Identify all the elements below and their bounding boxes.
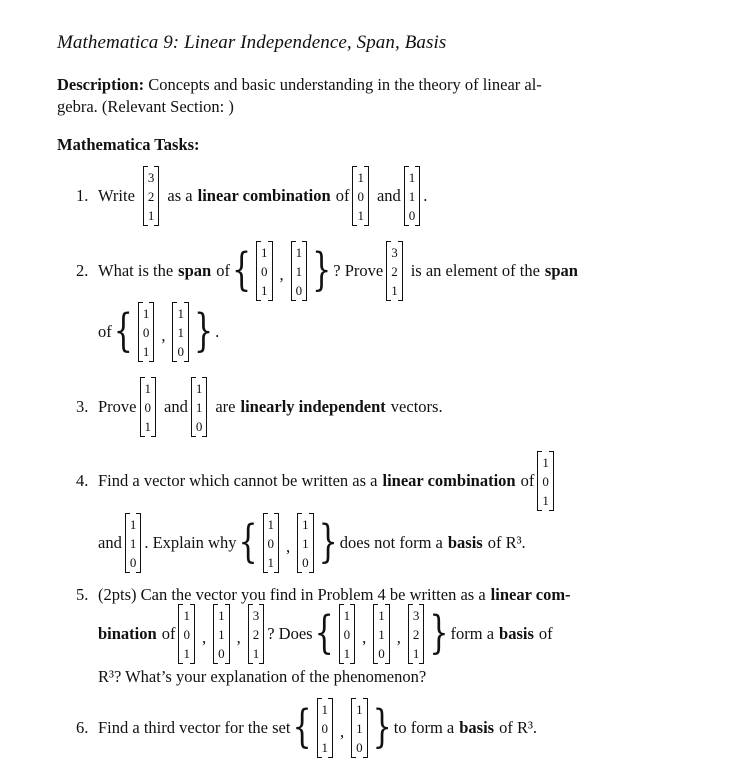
keyword-basis: basis <box>459 718 495 737</box>
description-text-1: Concepts and basic understanding in the theory of linear al- <box>144 75 542 94</box>
vector-v: 1 1 0 <box>351 698 368 758</box>
vector-v: 1 1 0 <box>213 604 230 664</box>
task-5 <box>76 585 571 605</box>
tasks-heading: Mathematica Tasks: <box>57 135 200 154</box>
task-6-text: Find a third vector for the set <box>98 718 291 737</box>
keyword-linearly-independent: linearly independent <box>240 397 386 416</box>
vector-u: 1 0 1 <box>256 241 273 301</box>
task-1 <box>76 166 427 226</box>
vector-u: 1 0 1 <box>317 698 334 758</box>
right-brace: } <box>193 305 214 358</box>
vector-v: 1 1 0 <box>125 513 142 573</box>
task-3-text: vectors. <box>390 397 443 416</box>
task-4-text: and <box>98 533 122 552</box>
vector-v: 1 1 0 <box>191 377 208 437</box>
task-5-text: (2pts) Can the vector you find in Problem 4 be written as a <box>98 585 486 604</box>
task-1-text: Write <box>98 186 135 205</box>
comma: , <box>279 265 284 284</box>
comma: , <box>362 628 367 647</box>
vector-u: 1 0 1 <box>140 377 157 437</box>
task-2-text: . <box>215 322 220 341</box>
left-brace: { <box>231 244 252 297</box>
comma: , <box>161 326 166 345</box>
task-1-number: 1. <box>76 186 89 205</box>
left-brace: { <box>113 305 133 358</box>
task-3-number: 3. <box>76 397 89 416</box>
description <box>57 74 647 118</box>
task-5-text: form a <box>450 624 495 643</box>
task-2-text: of <box>98 322 112 341</box>
description-text-2: gebra. (Relevant Section: ) <box>57 97 234 116</box>
task-5-number: 5. <box>76 585 89 604</box>
keyword-linear-combination: linear combination <box>197 186 331 205</box>
page-title: Mathematica 9: Linear Independence, Span, Basis <box>57 32 447 53</box>
task-6-text: of R³. <box>499 718 538 737</box>
vector-u: 1 0 1 <box>537 451 554 511</box>
vector-a: 3 2 1 <box>143 166 160 226</box>
vector-u: 1 0 1 <box>352 166 369 226</box>
task-4-text: of <box>520 471 535 490</box>
task-4-text: . Explain why <box>144 533 237 552</box>
vector-a: 3 2 1 <box>248 604 265 664</box>
vector-u: 1 0 1 <box>339 604 356 664</box>
task-2-text: ? Prove <box>333 261 384 280</box>
task-2-text: is an element of the <box>410 261 540 280</box>
task-4-continued <box>98 513 526 573</box>
task-5-explanation <box>98 667 426 687</box>
keyword-combination: bination <box>98 624 157 643</box>
comma: , <box>340 722 345 741</box>
left-brace: { <box>314 607 334 660</box>
keyword-span: span <box>178 261 212 280</box>
vector-v: 1 1 0 <box>172 302 189 362</box>
task-2-text: What is the <box>98 261 174 280</box>
left-brace: { <box>292 701 312 754</box>
task-4-text: Find a vector which cannot be written as a <box>98 471 378 490</box>
task-5-text: R³? What’s your explanation of the phenomenon? <box>98 667 427 686</box>
task-3-text: Prove <box>98 397 137 416</box>
task-2 <box>76 241 578 301</box>
right-brace: } <box>318 516 338 569</box>
task-1-text: and <box>376 186 401 205</box>
task-2-continued <box>98 302 219 362</box>
vector-u: 1 0 1 <box>138 302 155 362</box>
right-brace: } <box>312 244 332 297</box>
task-1-text: as a <box>167 186 193 205</box>
task-3 <box>76 377 443 437</box>
vector-a: 3 2 1 <box>386 241 403 301</box>
keyword-linear-combination: linear combination <box>382 471 516 490</box>
task-4 <box>76 451 557 511</box>
vector-u: 1 0 1 <box>263 513 280 573</box>
right-brace: } <box>429 607 449 660</box>
task-5-text: of <box>538 624 553 643</box>
task-6-number: 6. <box>76 718 89 737</box>
task-2-text: of <box>216 261 230 280</box>
description-label: Description: <box>57 75 145 94</box>
task-4-number: 4. <box>76 471 89 490</box>
comma: , <box>286 537 291 556</box>
vector-v: 1 1 0 <box>404 166 421 226</box>
vector-v: 1 1 0 <box>373 604 390 664</box>
task-5-text: ? Does <box>267 624 313 643</box>
task-6-text: to form a <box>393 718 455 737</box>
task-3-text: and <box>164 397 188 416</box>
keyword-basis: basis <box>499 624 534 643</box>
comma: , <box>201 628 207 647</box>
vector-v: 1 1 0 <box>297 513 314 573</box>
task-4-text: does not form a <box>339 533 443 552</box>
comma: , <box>396 628 401 647</box>
task-5-continued <box>98 604 553 664</box>
task-3-text: are <box>215 397 236 416</box>
keyword-span: span <box>544 261 578 280</box>
left-brace: { <box>238 516 258 569</box>
comma: , <box>236 628 241 647</box>
task-4-text: of R³. <box>487 533 526 552</box>
task-2-number: 2. <box>76 261 89 280</box>
task-1-text: of <box>335 186 350 205</box>
vector-v: 1 1 0 <box>291 241 308 301</box>
right-brace: } <box>372 701 392 754</box>
vector-a: 3 2 1 <box>408 604 425 664</box>
keyword-linear-combination: linear com- <box>490 585 571 604</box>
task-1-text: . <box>423 186 428 205</box>
keyword-basis: basis <box>447 533 483 552</box>
vector-u: 1 0 1 <box>178 604 195 664</box>
task-5-text: of <box>161 624 176 643</box>
task-6 <box>76 698 537 758</box>
